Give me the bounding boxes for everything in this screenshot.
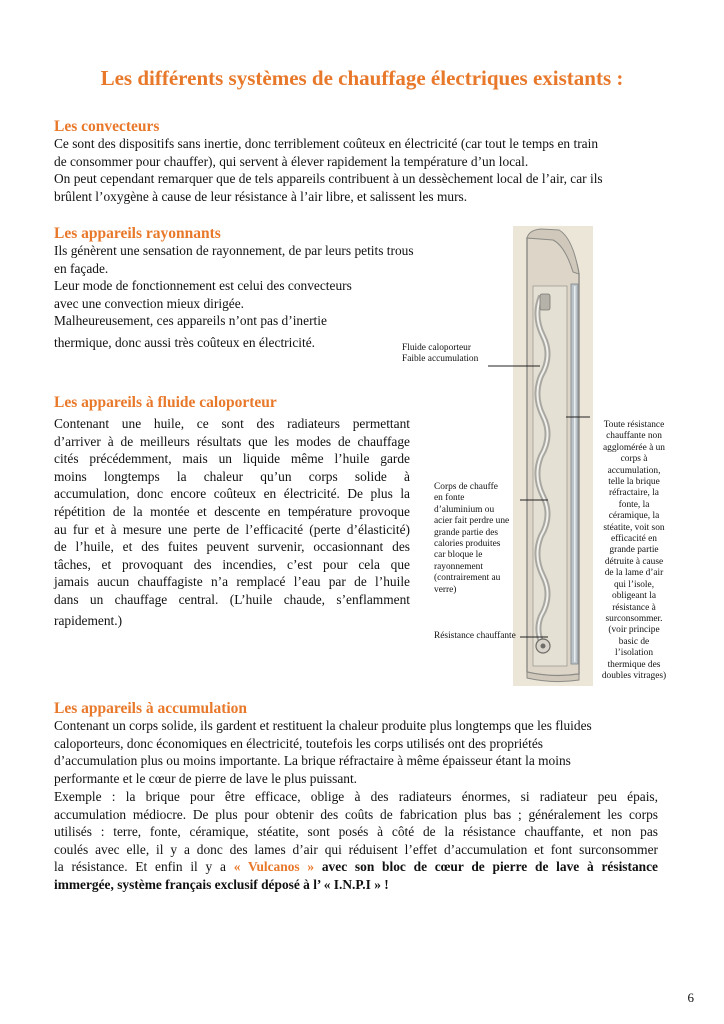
label-line: céramique, la bbox=[608, 511, 660, 522]
text-line: Leur mode de fonctionnement est celui des convecteurs bbox=[54, 278, 352, 294]
label-line: Corps de chauffe bbox=[434, 482, 498, 492]
text-line-vulcanos bbox=[54, 858, 658, 876]
text-line: accumulation médiocre. De plus pour obtenir des coûts de fabrication plus bas ; généralement les corps bbox=[54, 806, 658, 822]
label-line: réfractaire, la bbox=[609, 488, 659, 499]
text-line: thermique, donc aussi très coûteux en électricité. bbox=[54, 334, 316, 350]
label-line: chauffante non bbox=[606, 431, 662, 442]
label-line: en fonte bbox=[434, 493, 465, 504]
label-line: verre) bbox=[434, 584, 457, 595]
text-line: tâches, et provoquant des incendies, c’est pour cela que bbox=[54, 556, 410, 572]
text-line: brûlent l’oxygène à cause de leur résistance à l’air libre, et salissent les murs. bbox=[54, 188, 468, 204]
paragraph-accumulation bbox=[54, 717, 674, 787]
label-line: calories produites bbox=[434, 539, 501, 550]
text-line: de l’huile, et des fuites peuvent survenir, occasionnant des bbox=[54, 539, 410, 555]
text-line: avec une convection mieux dirigée. bbox=[54, 295, 244, 311]
text-line: utilisés : terre, fonte, céramique, stéatite, sont posés à côté de la résistance chauffante, et non pas bbox=[54, 824, 658, 840]
text-line: d’arriver à de meilleurs résultats que les modes de chauffage bbox=[54, 433, 410, 449]
text-line: moins longtemps la chaleur qu’un corps solide à bbox=[54, 468, 410, 484]
label-resistance-chauffante: Résistance chauffante bbox=[434, 631, 516, 641]
label-line: de la lame d’air bbox=[604, 568, 664, 579]
label-corps-de-chauffe bbox=[434, 482, 524, 596]
text-line: accumulation, donc encore coûteux en électricité. De plus la bbox=[54, 486, 410, 502]
label-line: l’isolation bbox=[614, 648, 654, 659]
text-line: rapidement.) bbox=[54, 612, 123, 628]
text-line: coulés avec elle, il y a donc des lames d’air qui réduisent l’effet d’accumulation et font surconsommer bbox=[54, 841, 658, 857]
label-line: thermique des bbox=[607, 659, 661, 670]
label-line: obligeant la bbox=[612, 591, 656, 602]
label-line: Fluide caloporteur bbox=[402, 343, 471, 353]
heading-rayonnants: Les appareils rayonnants bbox=[54, 225, 221, 242]
label-line: surconsommer. bbox=[605, 613, 663, 624]
text-span: avec son bloc de cœur de pierre de lave à résistance bbox=[314, 859, 658, 875]
text-line: d’accumulation plus ou moins importante. La brique réfractaire à même épaisseur étant la moins bbox=[54, 753, 571, 769]
text-line: Exemple : la brique pour être efficace, oblige à des radiateurs énormes, si radiateur peu épais, bbox=[54, 789, 658, 804]
label-line: corps à bbox=[620, 454, 648, 465]
label-line: grande partie bbox=[609, 545, 659, 556]
label-line: telle la brique bbox=[608, 477, 660, 488]
text-span: la résistance. Et enfin il y a bbox=[54, 859, 234, 875]
text-line: caloporteurs, donc économiques en électricité, toutefois les corps utilisés ont des propriétés bbox=[54, 735, 543, 751]
text-line: cités précédemment, mais un liquide même l’huile garde bbox=[54, 451, 410, 467]
text-line: jamais aucun chauffagiste n’a remplacé l’eau par de l’huile bbox=[54, 574, 410, 590]
text-line: dans un chauffage central. (L’huile chaude, s’enflamment bbox=[54, 591, 410, 607]
label-line: acier fait perdre une bbox=[434, 516, 510, 527]
label-line: car bloque le bbox=[434, 550, 483, 561]
label-line: Faible accumulation bbox=[402, 354, 479, 365]
label-resistance-note bbox=[592, 420, 676, 682]
label-line: stéatite, voit son bbox=[603, 522, 665, 533]
text-line-final: immergée, système français exclusif déposé à l’ « I.N.P.I » ! bbox=[54, 876, 389, 892]
page-number: 6 bbox=[687, 990, 694, 1005]
text-line: Malheureusement, ces appareils n’ont pas d’inertie bbox=[54, 313, 327, 329]
paragraph-exemple bbox=[54, 788, 658, 894]
label-line: grande partie des bbox=[434, 527, 499, 538]
label-line: basic de bbox=[618, 636, 650, 647]
label-line: efficacité en bbox=[611, 534, 657, 545]
text-line: performante et le cœur de pierre de lave le plus puissant. bbox=[54, 770, 358, 786]
heading-convecteurs: Les convecteurs bbox=[54, 118, 160, 135]
text-line: Contenant une huile, ce sont des radiateurs permettant bbox=[54, 416, 410, 431]
text-line: Contenant un corps solide, ils gardent et restituent la chaleur produite plus longtemps que les fluides bbox=[54, 718, 592, 733]
label-line: qui l’isole, bbox=[613, 579, 655, 590]
page-title: Les différents systèmes de chauffage électriques existants : bbox=[100, 66, 624, 90]
label-line: résistance à bbox=[612, 602, 656, 613]
label-line: d’aluminium ou bbox=[434, 504, 495, 515]
label-line: doubles vitrages) bbox=[601, 670, 667, 681]
label-line: rayonnement bbox=[434, 561, 483, 572]
text-line: de consommer pour chauffer), qui servent à élever rapidement la température d’un local. bbox=[54, 153, 529, 169]
heading-fluide: Les appareils à fluide caloporteur bbox=[54, 394, 277, 411]
label-fluide-caloporteur bbox=[402, 343, 512, 366]
label-line: agglomérée à un bbox=[603, 442, 665, 453]
text-line: Ce sont des dispositifs sans inertie, donc terriblement coûteux en électricité (car tout le temps en train bbox=[54, 136, 599, 151]
text-line: répétition de la montée et descente en température provoque bbox=[54, 503, 410, 519]
label-line: Toute résistance bbox=[603, 420, 665, 430]
label-line: détruite à cause bbox=[604, 556, 664, 567]
label-line: (voir principe bbox=[608, 625, 660, 636]
text-line: au fur et à mesure une perte de l’efficacité (perte d’élasticité) bbox=[54, 521, 410, 537]
vulcanos-brand: « Vulcanos » bbox=[233, 859, 315, 875]
label-line: accumulation, bbox=[607, 465, 661, 476]
label-line: (contrairement au bbox=[434, 573, 501, 584]
heading-accumulation: Les appareils à accumulation bbox=[54, 700, 248, 717]
text-line: Ils génèrent une sensation de rayonnement, de par leurs petits trous bbox=[54, 243, 414, 258]
text-line: en façade. bbox=[54, 260, 109, 276]
text-line: On peut cependant remarquer que de tels appareils contribuent à un dessèchement local de l’air, car ils bbox=[54, 171, 603, 187]
label-line: fonte, la bbox=[618, 499, 650, 510]
